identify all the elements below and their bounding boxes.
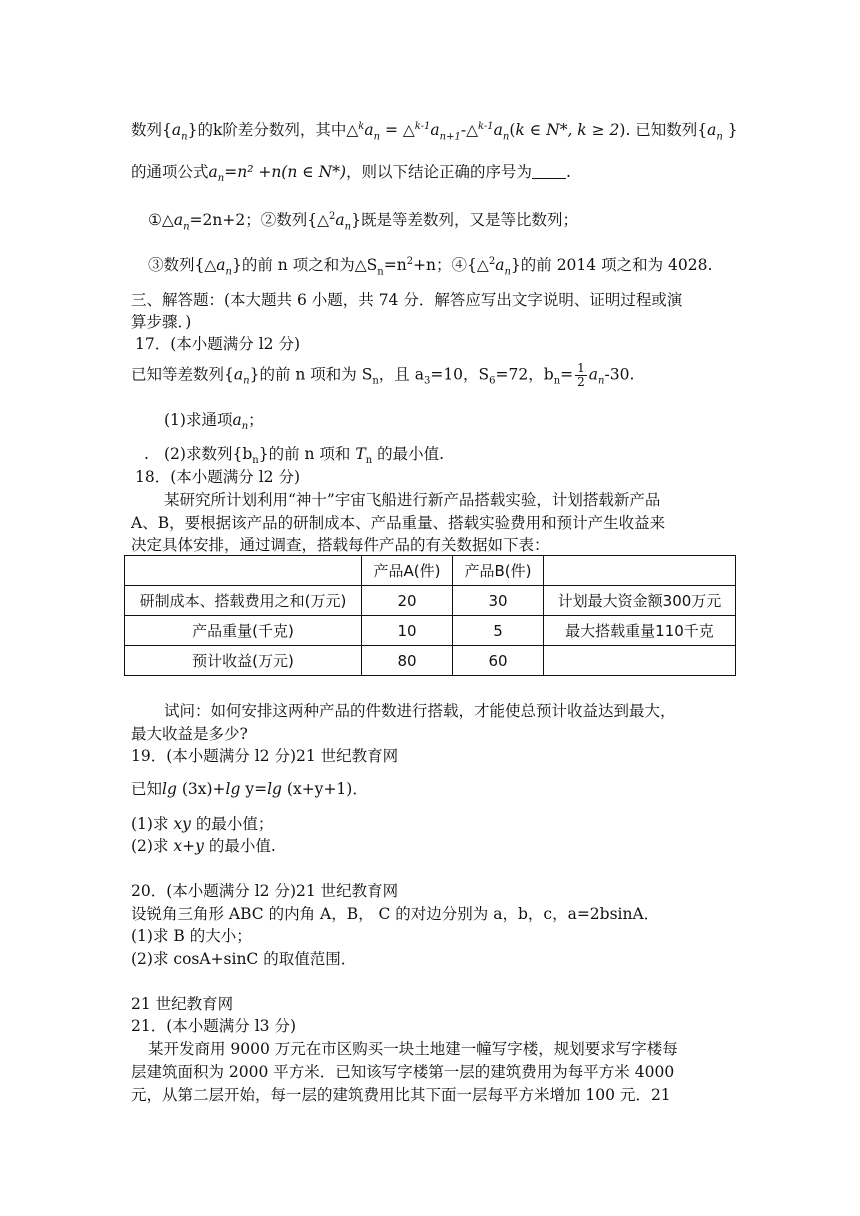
text: y= <box>240 780 268 798</box>
table-cell: 产品重量(千克) <box>125 616 362 646</box>
q20-stem: 设锐角三角形 ABC 的内角 A，B， C 的对边分别为 a，b，c，a=2bsinA． <box>131 905 660 923</box>
superscript: 2 <box>406 256 414 267</box>
table-cell <box>544 556 736 586</box>
subscript: 6 <box>489 375 496 387</box>
text: (1)求通项 <box>164 411 233 429</box>
text: } <box>722 121 738 140</box>
text: ①△ <box>148 211 174 230</box>
math-var: a <box>173 211 184 230</box>
text: 数列{ <box>131 121 172 140</box>
text: }的k阶差分数列，其中△ <box>187 121 359 140</box>
subscript: n <box>377 266 384 278</box>
superscript: 2 <box>329 211 336 222</box>
text: (2)求数列{b <box>164 445 253 463</box>
math-var: a <box>495 256 505 275</box>
table-cell: 60 <box>453 646 544 676</box>
table-cell: 计划最大资金额300万元 <box>544 586 736 616</box>
math-var: a <box>216 256 226 275</box>
numerator: 1 <box>577 361 585 375</box>
superscript: k <box>358 121 365 132</box>
text: +n；④{△ <box>413 256 489 275</box>
q19-part1 <box>131 813 273 835</box>
math-var: a <box>233 365 244 384</box>
product-table <box>124 555 736 676</box>
math-var: a <box>208 163 218 181</box>
table-cell: 80 <box>362 646 453 676</box>
text: }的前 2014 项之和为 4028. <box>510 256 713 275</box>
section-heading-cont: 算步骤．) <box>131 313 192 331</box>
text: =2n+2；②数列{△ <box>189 211 329 230</box>
subscript: n <box>243 375 250 387</box>
text-line-2 <box>131 161 571 190</box>
text: ( <box>509 121 516 140</box>
table-row <box>125 646 736 676</box>
q17-mark: . <box>144 445 149 463</box>
math-var: a <box>232 411 242 429</box>
table-cell: 5 <box>453 616 544 646</box>
text: =n <box>383 256 407 275</box>
watermark-text: 21 世纪教育网 <box>131 995 234 1013</box>
math-func: lg <box>267 780 282 798</box>
subscript: n <box>365 455 373 467</box>
q17-part1 <box>164 409 264 438</box>
subscript: n <box>716 131 723 143</box>
q17-header: 17．(本小题满分 l2 分) <box>135 335 300 353</box>
q20-header: 20．(本小题满分 l2 分)21 世纪教育网 <box>131 882 399 900</box>
subscript: n <box>553 375 561 387</box>
text: }的前 n 项和 <box>258 445 356 463</box>
subscript: n <box>181 131 188 143</box>
table-cell: 产品B(件) <box>453 556 544 586</box>
text: (3x)+ <box>176 780 226 798</box>
text: (x+y+1)． <box>281 780 368 798</box>
text: = <box>560 365 574 384</box>
subscript: n <box>241 421 249 433</box>
text-line-1: 数列$\{a_n\}$的k阶差分数列，其中$\triangle^ka_n$ = $\triangle^{k-1}a_{n+1}-\triangle^{k-1}a_n(k$ ∈ N*, k ≥ 2). 已知数列{$a_n$ } <box>131 121 738 143</box>
subscript: n+1 <box>439 131 461 143</box>
section-heading: 三、解答题：(本大题共 6 小题，共 74 分．解答应写出文字说明、证明过程或演 <box>131 291 683 309</box>
subscript: n <box>372 375 379 387</box>
table-cell: 30 <box>453 586 544 616</box>
text: 已知 <box>131 780 163 798</box>
q19-stem <box>131 778 368 800</box>
math-var: a <box>364 121 374 140</box>
table-cell <box>544 646 736 676</box>
text-line-3 <box>148 206 578 238</box>
subscript: n <box>598 375 605 387</box>
q21-text-1: 某开发商用 9000 万元在市区购买一块土地建一幢写字楼，规划要求写字楼每 <box>148 1040 678 1058</box>
subscript: n <box>225 266 232 278</box>
text: }的前 n 项和为 S <box>249 365 373 384</box>
table-cell: 研制成本、搭载费用之和(万元) <box>125 586 362 616</box>
math-var: x+y <box>173 837 204 855</box>
math-var: a <box>335 211 345 230</box>
math-var: a <box>588 365 599 384</box>
table-row <box>125 586 736 616</box>
text-line-4 <box>148 251 712 283</box>
q21-text-3: 元，从第二层开始，每一层的建筑费用比其下面一层每平方米增加 100 元．21 <box>131 1086 671 1104</box>
math-var: T <box>355 445 366 463</box>
subscript: n <box>504 266 511 278</box>
math-var: xy <box>173 815 191 833</box>
text: -△ <box>460 121 479 140</box>
math-func: lg <box>225 780 241 798</box>
text: }的前 n 项之和为△S <box>232 256 378 275</box>
superscript: k-1 <box>414 121 431 132</box>
q18-ask-2: 最大收益是多少? <box>131 725 248 743</box>
text: ，则以下结论正确的序号为 <box>346 163 533 181</box>
q20-part1: (1)求 B 的大小； <box>131 927 252 945</box>
math-func: lg <box>162 780 177 798</box>
q18-ask-1: 试问：如何安排这两种产品的件数进行搭载，才能使总预计收益达到最大， <box>164 702 676 720</box>
q21-text-2: 层建筑面积为 2000 平方米．已知该写字楼第一层的建筑费用为每平方米 4000 <box>131 1063 675 1081</box>
text: -30. <box>604 365 635 384</box>
subscript: n <box>183 221 190 233</box>
math-formula: =n² +n(n ∈ N*) <box>224 163 347 181</box>
q20-part2: (2)求 cosA+sinC 的取值范围． <box>131 950 357 968</box>
text: }既是等差数列，又是等比数列； <box>351 211 578 230</box>
text: =72，b <box>495 365 554 384</box>
table-cell: 预计收益(万元) <box>125 646 362 676</box>
denominator: 2 <box>577 375 585 389</box>
superscript: k-1 <box>478 121 494 132</box>
q21-header: 21．(本小题满分 l3 分) <box>131 1017 296 1035</box>
text: ③数列{△ <box>148 256 217 275</box>
q18-text-1: 某研究所计划利用“神十”宇宙飞船进行新产品搭载实验，计划搭载新产品 <box>164 491 661 509</box>
q18-header: 18．(本小题满分 l2 分) <box>135 468 300 486</box>
math-var: a <box>493 121 503 140</box>
text: 的最小值. <box>372 445 444 463</box>
math-var: a <box>430 121 440 140</box>
subscript: n <box>252 455 259 467</box>
text: 的最小值. <box>203 837 276 855</box>
subscript: n <box>373 131 381 143</box>
table-cell: 最大搭载重量110千克 <box>544 616 736 646</box>
q18-text-2: A、B，要根据该产品的研制成本、产品重量、搭载实验费用和预计产生收益来 <box>131 514 666 532</box>
q17-stem <box>131 362 634 393</box>
text: ，且 a <box>378 365 424 384</box>
table-cell: 20 <box>362 586 453 616</box>
text: 的通项公式 <box>131 163 209 181</box>
subscript: 3 <box>423 375 431 387</box>
math-cond: k ∈ N*, k ≥ 2 <box>515 121 620 140</box>
math-var: a <box>707 121 717 140</box>
table-header-row <box>125 556 736 586</box>
q18-text-3: 决定具体安排，通过调查，搭载每件产品的有关数据如下表： <box>131 536 550 554</box>
subscript: n <box>217 173 225 185</box>
subscript: n <box>344 221 352 233</box>
text: (2)求 <box>131 837 174 855</box>
table-cell: 10 <box>362 616 453 646</box>
q19-part2 <box>131 835 276 857</box>
q19-header: 19．(本小题满分 l2 分)21 世纪教育网 <box>131 747 399 765</box>
math-var: a <box>171 121 182 140</box>
table-row <box>125 616 736 646</box>
subscript: n <box>502 131 510 143</box>
fraction <box>575 362 587 389</box>
text: ). 已知数列{ <box>619 121 708 140</box>
text: (1)求 <box>131 815 174 833</box>
text: 已知等差数列{ <box>131 365 234 384</box>
text: =10，S <box>430 365 490 384</box>
table-cell: 产品A(件) <box>362 556 453 586</box>
text: ； <box>248 411 264 429</box>
text: 的最小值； <box>190 815 274 833</box>
table-cell <box>125 556 362 586</box>
answer-blank <box>532 164 566 179</box>
text: . <box>566 163 571 181</box>
superscript: 2 <box>488 256 496 267</box>
